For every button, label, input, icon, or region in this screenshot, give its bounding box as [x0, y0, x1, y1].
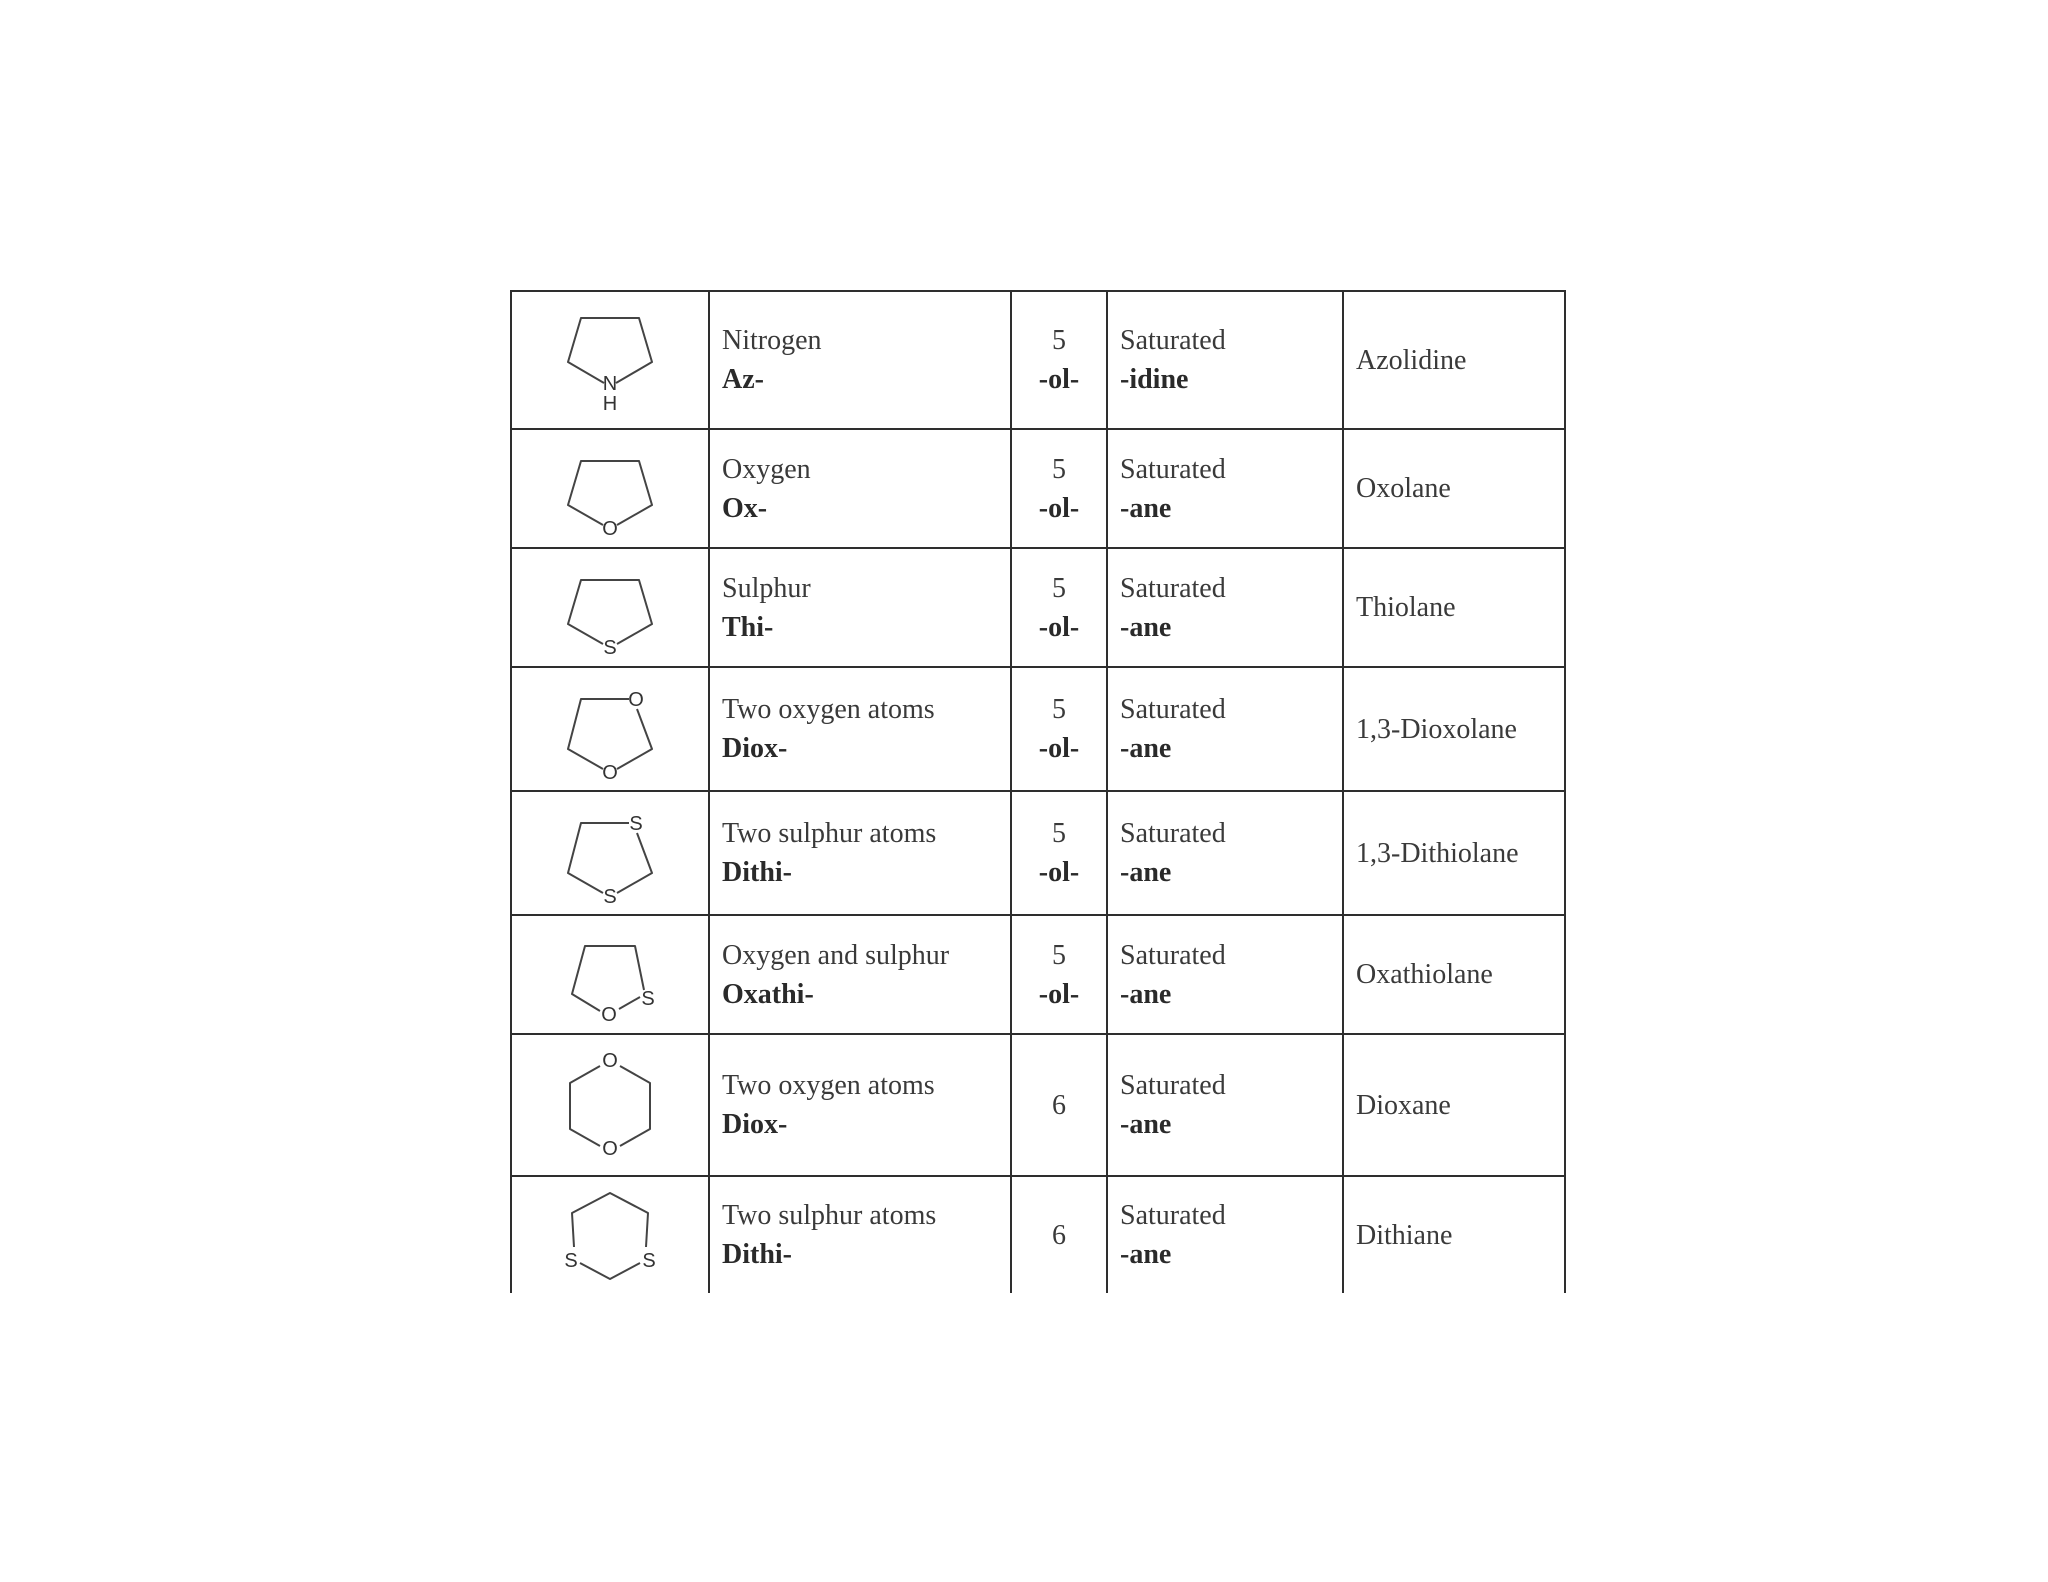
compound-name: 1,3-Dithiolane: [1356, 837, 1519, 869]
atom-label: O: [602, 1138, 618, 1160]
prefix-text: Dithi-: [722, 857, 792, 888]
structure-cell: [511, 548, 709, 667]
atom-label: H: [602, 393, 618, 415]
compound-name: Oxathiolane: [1356, 959, 1493, 990]
saturation-cell: [1107, 1176, 1343, 1293]
atom-label: S: [641, 987, 655, 1010]
stem-suffix-text: -ane: [1120, 857, 1172, 888]
saturation-cell: [1107, 667, 1343, 791]
saturation-cell: [1107, 291, 1343, 429]
table-row: [511, 548, 1565, 667]
atom-label: S: [603, 636, 617, 658]
atom-label: O: [628, 689, 644, 711]
table-row: [511, 1034, 1565, 1176]
heteroatom-cell: [709, 1176, 1011, 1293]
stem-suffix-text: -ane: [1120, 611, 1172, 643]
heteroatom-cell: [709, 429, 1011, 548]
atom-label: O: [602, 517, 618, 539]
ring-size-cell: [1011, 667, 1107, 791]
heteroatom-text: Two sulphur atoms: [722, 1200, 937, 1231]
ring-size-cell: [1011, 1176, 1107, 1293]
compound-name-cell: [1343, 915, 1565, 1034]
ring-suffix-text: -ol-: [1038, 733, 1080, 764]
dithiolane-ring-icon: [550, 799, 670, 907]
atom-label: S: [603, 886, 617, 907]
saturation-text: Saturated: [1120, 572, 1226, 604]
ring-size-cell: [1011, 915, 1107, 1034]
table-row: [511, 291, 1565, 429]
atom-label: O: [602, 762, 618, 783]
ring-size-cell: [1011, 1034, 1107, 1176]
saturation-cell: [1107, 1034, 1343, 1176]
saturation-cell: [1107, 429, 1343, 548]
dithiane-ring-icon: [550, 1183, 670, 1287]
oxathiolane-ring-icon: [550, 925, 670, 1025]
heteroatom-text: Nitrogen: [722, 325, 822, 356]
compound-name: Thiolane: [1356, 592, 1456, 623]
structure-cell: [511, 915, 709, 1034]
ring-size-cell: [1011, 291, 1107, 429]
prefix-text: Oxathi-: [722, 978, 814, 1010]
compound-name-cell: [1343, 548, 1565, 667]
table-row: [511, 915, 1565, 1034]
prefix-text: Ox-: [722, 492, 768, 524]
compound-name: Oxolane: [1356, 473, 1451, 504]
heteroatom-cell: [709, 791, 1011, 915]
atom-label: N: [602, 373, 618, 395]
compound-name-cell: [1343, 667, 1565, 791]
prefix-text: Dithi-: [722, 1239, 792, 1270]
heteroatom-text: Two oxygen atoms: [722, 694, 935, 725]
stem-suffix-text: -ane: [1120, 1239, 1172, 1270]
compound-name-cell: [1343, 429, 1565, 548]
stem-suffix-text: -ane: [1120, 1109, 1172, 1140]
heteroatom-cell: [709, 667, 1011, 791]
saturation-cell: [1107, 915, 1343, 1034]
ring-size-text: 6: [1052, 1219, 1066, 1251]
heterocycle-nomenclature-table: [510, 290, 1566, 1293]
compound-name-cell: [1343, 1034, 1565, 1176]
ring-suffix-text: -ol-: [1038, 492, 1080, 524]
ring-size-text: 5: [1052, 572, 1066, 604]
oxolane-ring-icon: [550, 439, 670, 539]
heteroatom-cell: [709, 291, 1011, 429]
ring-size-text: 6: [1052, 1089, 1066, 1121]
prefix-text: Diox-: [722, 733, 788, 764]
heteroatom-cell: [709, 548, 1011, 667]
heteroatom-cell: [709, 915, 1011, 1034]
ring-size-cell: [1011, 548, 1107, 667]
ring-size-text: 5: [1052, 939, 1066, 971]
stem-suffix-text: -ane: [1120, 733, 1172, 764]
ring-size-text: 5: [1052, 453, 1066, 485]
saturation-text: Saturated: [1120, 694, 1226, 725]
structure-cell: [511, 791, 709, 915]
ring-size-text: 5: [1052, 818, 1066, 849]
saturation-text: Saturated: [1120, 325, 1226, 356]
heteroatom-text: Oxygen: [722, 453, 811, 485]
ring-suffix-text: -ol-: [1038, 611, 1080, 643]
saturation-text: Saturated: [1120, 818, 1226, 849]
stem-suffix-text: -ane: [1120, 492, 1172, 524]
table-row: [511, 1176, 1565, 1293]
table-row: [511, 429, 1565, 548]
prefix-text: Diox-: [722, 1109, 788, 1140]
table-row: [511, 667, 1565, 791]
saturation-text: Saturated: [1120, 1070, 1226, 1101]
compound-name-cell: [1343, 1176, 1565, 1293]
saturation-text: Saturated: [1120, 1200, 1226, 1231]
compound-name-cell: [1343, 791, 1565, 915]
prefix-text: Az-: [722, 364, 764, 395]
ring-suffix-text: -ol-: [1038, 857, 1080, 888]
heteroatom-text: Two sulphur atoms: [722, 818, 937, 849]
compound-name: Azolidine: [1356, 344, 1467, 376]
dioxolane-ring-icon: [550, 675, 670, 783]
ring-suffix-text: -ol-: [1038, 978, 1080, 1010]
stem-suffix-text: -idine: [1120, 364, 1189, 395]
ring-size-text: 5: [1052, 694, 1066, 725]
ring-size-cell: [1011, 429, 1107, 548]
compound-name: Dithiane: [1356, 1219, 1453, 1251]
structure-cell: [511, 429, 709, 548]
dioxane-ring-icon: [550, 1045, 670, 1165]
saturation-text: Saturated: [1120, 939, 1226, 971]
saturation-text: Saturated: [1120, 453, 1226, 485]
ring-suffix-text: -ol-: [1038, 364, 1080, 395]
heteroatom-text: Two oxygen atoms: [722, 1070, 935, 1101]
structure-cell: [511, 667, 709, 791]
saturation-cell: [1107, 791, 1343, 915]
atom-label: S: [642, 1250, 656, 1272]
compound-name-cell: [1343, 291, 1565, 429]
prefix-text: Thi-: [722, 611, 774, 643]
atom-label: O: [601, 1003, 617, 1025]
atom-label: S: [564, 1250, 578, 1272]
ring-size-cell: [1011, 791, 1107, 915]
thiolane-ring-icon: [550, 558, 670, 658]
pyrrolidine-ring-icon: [550, 302, 670, 418]
structure-cell: [511, 1176, 709, 1293]
structure-cell: [511, 1034, 709, 1176]
heteroatom-cell: [709, 1034, 1011, 1176]
stem-suffix-text: -ane: [1120, 978, 1172, 1010]
atom-label: O: [602, 1050, 618, 1072]
table-row: [511, 791, 1565, 915]
compound-name: Dioxane: [1356, 1089, 1451, 1121]
saturation-cell: [1107, 548, 1343, 667]
atom-label: S: [629, 813, 643, 835]
structure-cell: [511, 291, 709, 429]
ring-size-text: 5: [1052, 325, 1066, 356]
heteroatom-text: Sulphur: [722, 572, 811, 604]
heteroatom-text: Oxygen and sulphur: [722, 939, 950, 971]
compound-name: 1,3-Dioxolane: [1356, 713, 1517, 745]
